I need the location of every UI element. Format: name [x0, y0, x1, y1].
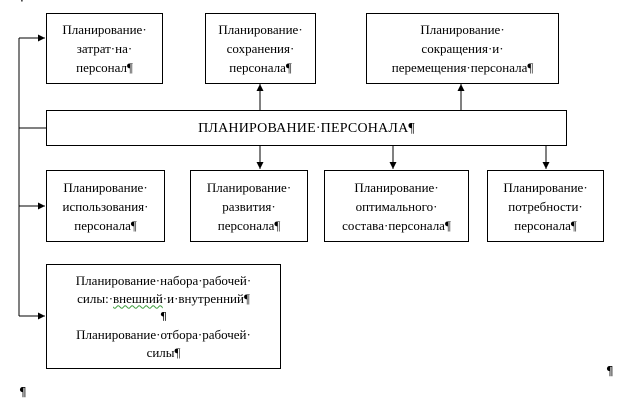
box-personnel-planning: [46, 110, 567, 146]
box-recruitment-planning: [46, 264, 281, 369]
box-text-line: Планирование·: [354, 179, 439, 195]
box-text-line: сокращения·и·: [421, 41, 504, 56]
box-cost-planning: [46, 13, 163, 84]
box-text-line: персонала¶: [217, 217, 281, 233]
box-development-planning: [190, 170, 308, 242]
box-text-line: персонал¶: [76, 60, 133, 75]
box-text-line: составa·персонала¶: [342, 217, 451, 233]
box-text-line: персонала¶: [74, 217, 137, 233]
box-text-line: Планирование·: [218, 22, 303, 37]
box-text-line: Планирование·: [503, 179, 588, 195]
box-text-line: персонала¶: [229, 60, 292, 75]
paragraph-mark: ¶: [160, 309, 167, 323]
box-reduction-planning: [366, 13, 559, 84]
center-title-text: ПЛАНИРОВАНИЕ·ПЕРСОНАЛА¶: [198, 120, 415, 136]
text-fragment: силы:·: [77, 290, 114, 306]
box-retention-planning: [205, 13, 316, 84]
spellcheck-word: внешний: [113, 290, 163, 306]
box-text-line: Планирование·: [62, 22, 147, 37]
box-text-line: Планирование·набора·рабочей·: [75, 272, 252, 288]
paragraph-mark-bottom-right: ¶: [606, 364, 614, 378]
text-fragment: ·и·внутренний¶: [162, 290, 250, 306]
box-text-line: развития·: [222, 198, 276, 214]
box-text-line: Планирование·отбора·рабочей·: [76, 326, 251, 342]
box-text-line: персонала¶: [514, 217, 577, 233]
box-usage-planning: [46, 170, 165, 242]
box-text-line: перемещения·персонала¶: [391, 60, 534, 75]
box-demand-planning: [487, 170, 604, 242]
box-text-line: [77, 290, 250, 308]
box-text-line: потребности·: [508, 198, 583, 214]
box-optimal-composition-planning: [324, 170, 469, 242]
box-text-line: Планирование·: [63, 179, 148, 195]
top-left-mark: ·: [20, 0, 24, 8]
box-text-line: оптимального·: [355, 198, 438, 214]
paragraph-mark-bottom-left: ¶: [19, 385, 27, 399]
box-text-line: силы¶: [146, 344, 181, 360]
box-text-line: затрат·на·: [76, 41, 133, 56]
box-text-line: сохранения·: [226, 41, 295, 56]
box-text-line: Планирование·: [420, 22, 505, 37]
box-text-line: использования·: [62, 198, 149, 214]
box-text-line: Планирование·: [206, 179, 292, 195]
